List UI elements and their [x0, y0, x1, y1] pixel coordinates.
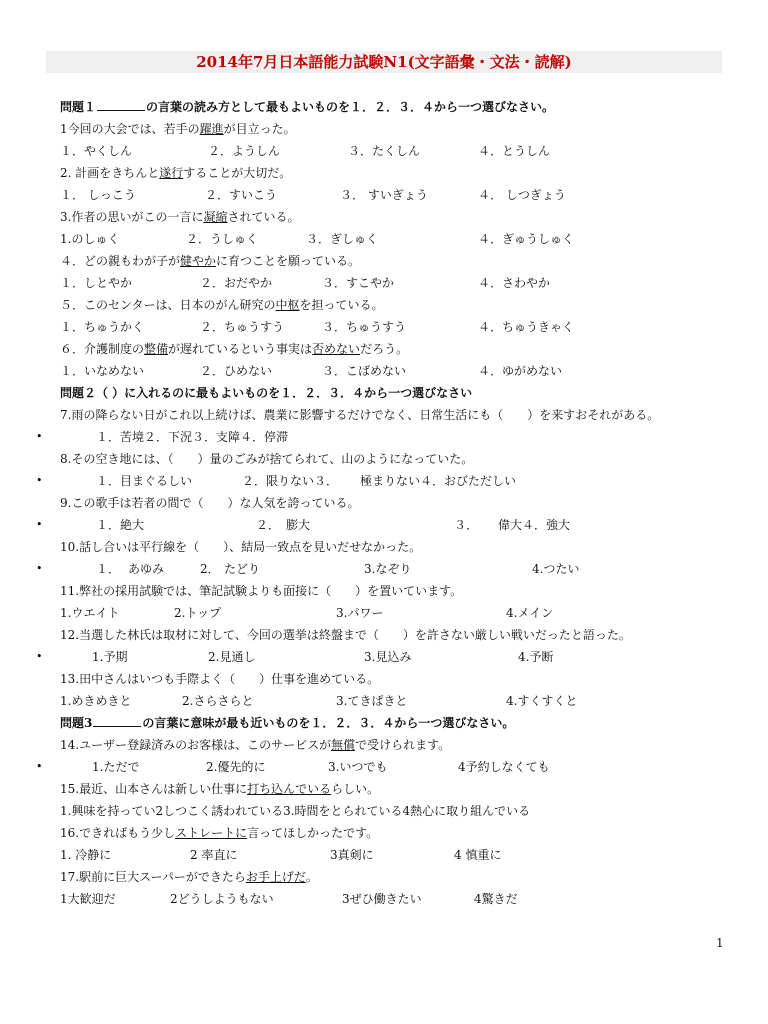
option: 1.ただで — [92, 760, 140, 774]
option: 3.てきぱきと — [336, 694, 408, 708]
option: 4.予断 — [518, 650, 554, 664]
option: ２．ひめない — [200, 364, 273, 378]
option: ４． しつぎょう — [478, 188, 566, 202]
option: ４．さわやか — [478, 276, 551, 290]
document-title-bar — [46, 51, 722, 73]
target-word: 打ち込んでいる — [247, 782, 332, 796]
option: ３．こばめない — [322, 364, 407, 378]
option: ２．すいこう — [205, 188, 278, 202]
option: ２．おだやか — [200, 276, 273, 290]
question-3-options — [60, 228, 724, 250]
option: 3ぜひ働きたい — [342, 892, 422, 906]
question-11: 11.弊社の採用試験では、筆記試験よりも面接に（ ）を置いています。 — [60, 584, 463, 598]
option: 1.めきめきと — [60, 694, 132, 708]
question-14-options — [36, 756, 724, 778]
option: ４．とうしん — [478, 144, 551, 158]
target-word: 遂行 — [159, 166, 184, 180]
option: １． しっこう — [60, 188, 136, 202]
option: 2どうしようもない — [170, 892, 274, 906]
option: 偉大４． — [498, 518, 547, 532]
question-10: 10.話し合いは平行線を（ ）、結局一致点を見いだせなかった。 — [60, 540, 422, 554]
question-16: 16.できればもう少しストレートに言ってほしかったです。 — [60, 826, 379, 840]
target-word: 凝縮 — [203, 210, 228, 224]
target-word: 無償 — [331, 738, 356, 752]
option: １． — [96, 562, 121, 576]
question-5: ５．このセンターは、日本のがん研究の中枢を担っている。 — [60, 298, 384, 312]
target-word: 健やか — [180, 254, 217, 268]
option: 1.ウエイト — [60, 606, 120, 620]
bullet-icon: • — [36, 430, 43, 443]
question-17-options — [60, 888, 724, 910]
question-8-options — [36, 470, 724, 492]
option: 4.つたい — [532, 562, 580, 576]
option: 2.優先的に — [206, 760, 266, 774]
option: １．苦境２．下況３．支障４．停滞 — [96, 430, 289, 444]
option: 2.さらさらと — [182, 694, 254, 708]
bullet-icon: • — [36, 518, 43, 531]
question-14: 14.ユーザー登録済みのお客様は、このサービスが無償で受けられます。 — [60, 738, 451, 752]
question-12: 12.当選した林氏は取材に対して、今回の選挙は終盤まで（ ）を許さない厳しい戦いだったと語った。 — [60, 628, 631, 642]
bullet-icon: • — [36, 760, 43, 773]
option: １．しとやか — [60, 276, 133, 290]
question-15: 15.最近、山本さんは新しい仕事に打ち込んでいるらしい。 — [60, 782, 380, 796]
question-16-options — [60, 844, 724, 866]
option: 3真剣に — [330, 848, 374, 862]
question-6-options — [60, 360, 724, 382]
question-11-options — [60, 602, 724, 624]
option: 3.見込み — [364, 650, 412, 664]
question-13-options — [60, 690, 724, 712]
option: ３． すいぎょう — [340, 188, 428, 202]
question-1: 1今回の大会では、若手の躍進が目立った。 — [60, 122, 296, 136]
target-word: 整備 — [144, 342, 169, 356]
question-7: 7.雨の降らない日がこれ以上続けば、農業に影響するだけでなく、日常生活にも（ ）を来すおそれがある。 — [60, 408, 660, 422]
option: 強大 — [546, 518, 571, 532]
option: 2.見通し — [208, 650, 256, 664]
question-8: 8.その空き地には、（ ）量のごみが捨てられて、山のようになっていた。 — [60, 452, 474, 466]
option: 3.なぞり — [364, 562, 412, 576]
question-3: 3.作者の思いがこの一言に凝縮されている。 — [60, 210, 300, 224]
question-12-options — [36, 646, 724, 668]
option: ３．ちゅうすう — [322, 320, 407, 334]
question-13: 13.田中さんはいつも手際よく（ ）仕事を進めている。 — [60, 672, 380, 686]
option: ２． — [256, 518, 281, 532]
question-7-options — [36, 426, 724, 448]
option: 4予約しなくても — [458, 760, 550, 774]
target-word: ストレートに — [175, 826, 248, 840]
question-9: 9.この歌手は若者の間で（ ）な人気を誇っている。 — [60, 496, 360, 510]
option: ４．ゆがめない — [478, 364, 563, 378]
option: たどり — [224, 562, 261, 576]
option: 膨大 — [286, 518, 311, 532]
option: ３． — [454, 518, 479, 532]
question-17: 17.駅前に巨大スーパーができたらお手上げだ。 — [60, 870, 318, 884]
option: ４．ぎゅうしゅく — [478, 232, 575, 246]
option: あゆみ — [128, 562, 165, 576]
option: １．目まぐるしい — [96, 474, 193, 488]
question-2-options — [60, 184, 724, 206]
bullet-icon: • — [36, 650, 43, 663]
target-word: お手上げだ — [245, 870, 306, 884]
option: ３．たくしん — [348, 144, 421, 158]
option: １．ちゅうかく — [60, 320, 145, 334]
option: 4驚きだ — [474, 892, 518, 906]
option: ２．ちゅうすう — [200, 320, 285, 334]
option: 極まりない４．おびただしい — [360, 474, 517, 488]
option: 1. 冷静に — [60, 848, 112, 862]
option: ２．限りない３． — [242, 474, 339, 488]
option: 4.すくすくと — [506, 694, 578, 708]
option: 2． — [200, 562, 220, 576]
option: 1.予期 — [92, 650, 128, 664]
document-title: 2014年7月日本語能力試験N1(文字語彙・文法・読解) — [196, 53, 572, 71]
question-4: ４．どの親もわが子が健やかに育つことを願っている。 — [60, 254, 361, 268]
option: １．やくしん — [60, 144, 133, 158]
option: 4 慎重に — [454, 848, 502, 862]
page-number: 1 — [716, 936, 724, 950]
target-word: 躍進 — [199, 122, 224, 136]
question-6: ６．介護制度の整備が遅れているという事実は否めないだろう。 — [60, 342, 409, 356]
question-4-options — [60, 272, 724, 294]
bullet-icon: • — [36, 562, 43, 575]
option: １．いなめない — [60, 364, 145, 378]
question-15-options: 1.興味を持ってい2しつこく誘われている3.時間をとられている4熱心に取り組んでいる — [60, 804, 531, 818]
option: 3.いつでも — [328, 760, 388, 774]
question-5-options — [60, 316, 724, 338]
target-word: 中枢 — [275, 298, 300, 312]
option: 1.のしゅく — [60, 232, 120, 246]
option: ２．ようしん — [208, 144, 281, 158]
option: １．絶大 — [96, 518, 145, 532]
bullet-icon: • — [36, 474, 43, 487]
section-2-heading: 問題２（ ）に入れるのに最もよいものを１．２．３．４から一つ選びなさい — [60, 386, 473, 400]
section-3-heading: 問題3 の言葉に意味が最も近いものを１．２．３．４から一つ選びなさい。 — [60, 716, 515, 730]
option: 3.パワー — [336, 606, 384, 620]
answer-blank — [93, 714, 141, 727]
answer-blank — [97, 98, 145, 111]
option: 2 率直に — [190, 848, 238, 862]
option: ３．すこやか — [322, 276, 395, 290]
section-1-heading: 問題１ の言葉の読み方として最もよいものを１．２．３．４から一つ選びなさい。 — [60, 100, 555, 114]
option: 2.トップ — [174, 606, 222, 620]
question-2: 2. 計画をきちんと遂行することが大切だ。 — [60, 166, 292, 180]
option: 4.メイン — [506, 606, 554, 620]
option: ２．うしゅく — [186, 232, 259, 246]
question-9-options — [36, 514, 724, 536]
option: ３．ぎしゅく — [306, 232, 379, 246]
exam-content — [36, 96, 724, 910]
question-10-options — [36, 558, 724, 580]
target-word: 否めない — [312, 342, 361, 356]
option: 1大歓迎だ — [60, 892, 116, 906]
question-1-options — [60, 140, 724, 162]
option: ４．ちゅうきゃく — [478, 320, 575, 334]
